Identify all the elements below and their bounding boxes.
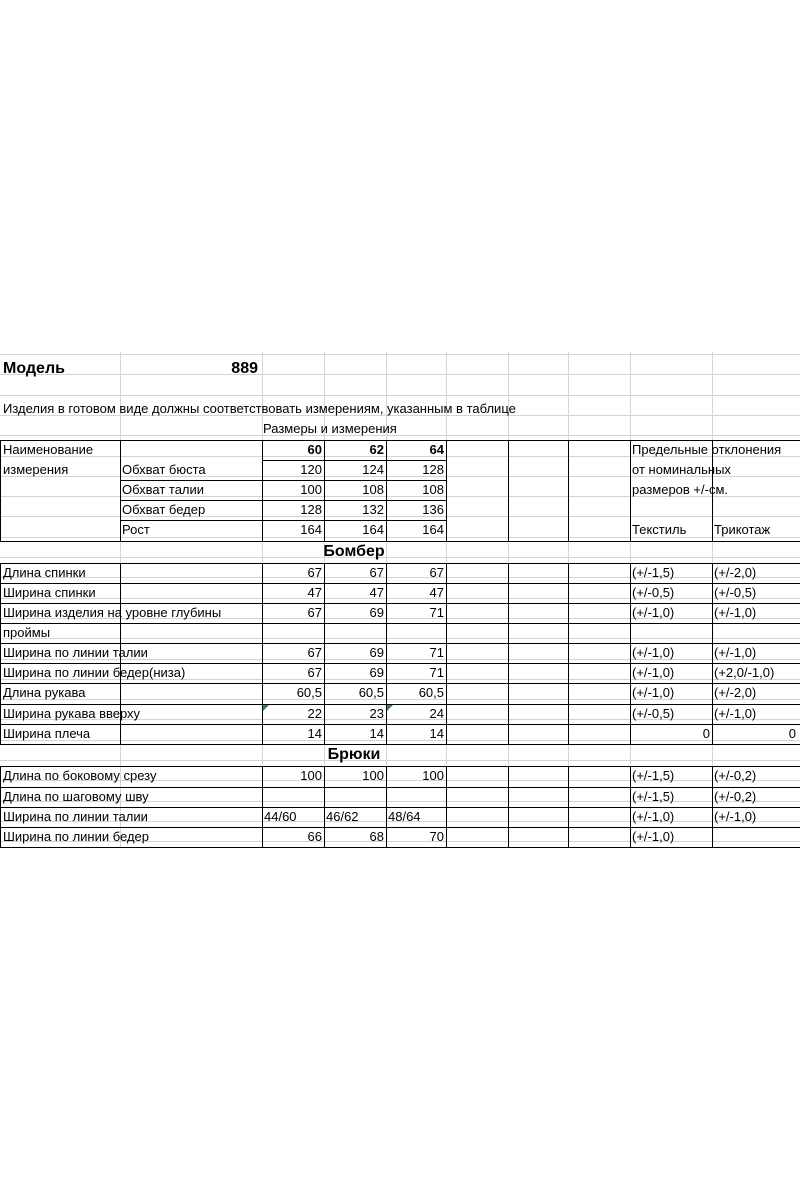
measurement-label: Длина спинки [3, 565, 86, 580]
tolerance-knit [714, 623, 798, 643]
measurement-value: 69 [369, 665, 384, 680]
size-value: 108 [362, 482, 384, 497]
table-border-vertical [508, 766, 509, 847]
size-value: 124 [362, 462, 384, 477]
measurement-value: 71 [429, 645, 444, 660]
error-marker [387, 705, 393, 711]
tolerance-textile: (+/-1,5) [632, 768, 675, 783]
tolerance-textile [632, 623, 710, 643]
measurement-value: 69 [369, 645, 384, 660]
measurement-value: 67 [307, 645, 322, 660]
measurement-value [262, 787, 322, 807]
size-value: 164 [300, 522, 322, 537]
measurement-value: 22 [307, 706, 322, 721]
table-border-vertical [0, 766, 1, 847]
tolerance-textile: (+/-1,0) [632, 809, 675, 824]
spreadsheet [0, 352, 800, 848]
size-row-label: Обхват талии [122, 482, 205, 497]
measurement-value: 66 [307, 829, 322, 844]
grid-row-line [0, 395, 800, 396]
measurement-value: 47 [369, 585, 384, 600]
name-label-line1: Наименование [3, 442, 94, 457]
model-label: Модель [3, 360, 65, 377]
tolerance-textile: 0 [702, 726, 710, 741]
measurement-label: Ширина плеча [3, 726, 91, 741]
measurement-value: 60,5 [358, 685, 384, 700]
table-border-vertical [712, 766, 713, 847]
measurement-value: 68 [369, 829, 384, 844]
measurement-value: 100 [300, 768, 322, 783]
measurement-label: Длина по шаговому шву [3, 789, 149, 804]
table-border-vertical [630, 563, 631, 744]
table-border-vertical [446, 440, 447, 541]
size-value: 132 [362, 502, 384, 517]
measurement-value: 47 [429, 585, 444, 600]
table-border-vertical [508, 440, 509, 541]
measurement-label: Ширина рукава вверху [3, 706, 141, 721]
measurement-label: Ширина спинки [3, 585, 96, 600]
measurement-value: 48/64 [388, 809, 421, 824]
size-value: 100 [300, 482, 322, 497]
note-text: Изделия в готовом виде должны соответствовать измерениям, указанным в таблице [3, 401, 516, 416]
size-value: 128 [422, 462, 444, 477]
measurement-value: 60,5 [296, 685, 322, 700]
size-value: 120 [300, 462, 322, 477]
tolerance-textile: (+/-1,0) [632, 685, 675, 700]
table-border-vertical [446, 563, 447, 744]
measurement-value [324, 787, 384, 807]
table-border-vertical [630, 766, 631, 847]
tolerance-knit: (+/-0,5) [714, 585, 757, 600]
measurement-value: 14 [429, 726, 444, 741]
tolerance-textile: (+/-1,0) [632, 605, 675, 620]
tolerance-knit: (+/-2,0) [714, 685, 757, 700]
measurement-value: 71 [429, 665, 444, 680]
tolerance-textile: (+/-1,0) [632, 645, 675, 660]
measurement-label: Ширина по линии талии [3, 645, 148, 660]
measurement-value: 14 [369, 726, 384, 741]
measurement-value: 47 [307, 585, 322, 600]
table-border-vertical [712, 563, 713, 744]
measurement-value: 24 [429, 706, 444, 721]
size-value: 128 [300, 502, 322, 517]
measurement-value: 23 [369, 706, 384, 721]
measurement-value [386, 623, 444, 643]
tolerance-knit: (+/-1,0) [714, 645, 757, 660]
tolerance-textile: (+/-0,5) [632, 706, 675, 721]
table-border-horizontal [0, 847, 800, 848]
measurement-value: 67 [307, 605, 322, 620]
tolerance-title-2: от номинальных [632, 462, 731, 477]
measurement-label: проймы [3, 625, 51, 640]
measurement-value: 60,5 [418, 685, 444, 700]
tolerance-title-1: Предельные отклонения [632, 442, 782, 457]
measurement-value: 69 [369, 605, 384, 620]
tolerance-textile: (+/-1,5) [632, 565, 675, 580]
size-value: 164 [362, 522, 384, 537]
col-textile: Текстиль [632, 522, 687, 537]
section-trousers-title: Брюки [327, 746, 381, 763]
measurement-value: 100 [422, 768, 444, 783]
table-border-vertical [568, 766, 569, 847]
measurement-label: Ширина изделия на уровне глубины [3, 605, 222, 620]
measurement-value: 14 [307, 726, 322, 741]
measurement-value: 67 [307, 565, 322, 580]
size-row-label: Обхват бюста [122, 462, 206, 477]
table-border-vertical [0, 563, 1, 744]
tolerance-knit: (+2,0/-1,0) [714, 665, 775, 680]
table-border-vertical [568, 563, 569, 744]
measurement-value: 71 [429, 605, 444, 620]
tolerance-textile: (+/-0,5) [632, 585, 675, 600]
tolerance-knit: (+/-0,2) [714, 789, 757, 804]
tolerance-knit: (+/-2,0) [714, 565, 757, 580]
tolerance-textile: (+/-1,5) [632, 789, 675, 804]
section-bomber-title: Бомбер [323, 543, 385, 560]
measurement-label: Длина по боковому срезу [3, 768, 157, 783]
error-marker [263, 705, 269, 711]
table-border-vertical [508, 563, 509, 744]
size-value: 164 [422, 522, 444, 537]
measurement-value: 46/62 [326, 809, 359, 824]
sizes-title: Размеры и измерения [263, 421, 397, 436]
measurement-value [262, 623, 322, 643]
table-border-vertical [446, 766, 447, 847]
tolerance-textile: (+/-1,0) [632, 829, 675, 844]
measurement-value: 67 [369, 565, 384, 580]
grid-row-line [0, 354, 800, 355]
table-border-vertical [120, 440, 121, 541]
size-row-label: Обхват бедер [122, 502, 206, 517]
size-60: 60 [307, 442, 322, 457]
table-border-vertical [0, 440, 1, 541]
measurement-label: Ширина по линии бедер(низа) [3, 665, 186, 680]
tolerance-knit [714, 827, 798, 847]
grid-row-line [0, 374, 800, 375]
size-value: 108 [422, 482, 444, 497]
measurement-label: Ширина по линии талии [3, 809, 148, 824]
measurement-value: 44/60 [264, 809, 297, 824]
measurement-value: 70 [429, 829, 444, 844]
size-62: 62 [369, 442, 384, 457]
tolerance-knit: 0 [788, 726, 796, 741]
measurement-value: 100 [362, 768, 384, 783]
tolerance-knit: (+/-1,0) [714, 809, 757, 824]
measurement-value: 67 [429, 565, 444, 580]
measurement-label: Длина рукава [3, 685, 86, 700]
tolerance-knit: (+/-0,2) [714, 768, 757, 783]
size-value: 136 [422, 502, 444, 517]
tolerance-knit: (+/-1,0) [714, 706, 757, 721]
measurement-value [386, 787, 444, 807]
tolerance-title-3: размеров +/-см. [632, 482, 729, 497]
tolerance-textile: (+/-1,0) [632, 665, 675, 680]
size-row-label: Рост [122, 522, 150, 537]
model-number: 889 [231, 360, 258, 377]
table-border-vertical [630, 440, 631, 541]
name-label-line2: измерения [3, 462, 69, 477]
measurement-label: Ширина по линии бедер [3, 829, 150, 844]
col-knit: Трикотаж [714, 522, 771, 537]
measurement-value: 67 [307, 665, 322, 680]
measurement-value [324, 623, 384, 643]
table-border-vertical [568, 440, 569, 541]
size-64: 64 [429, 442, 444, 457]
tolerance-knit: (+/-1,0) [714, 605, 757, 620]
